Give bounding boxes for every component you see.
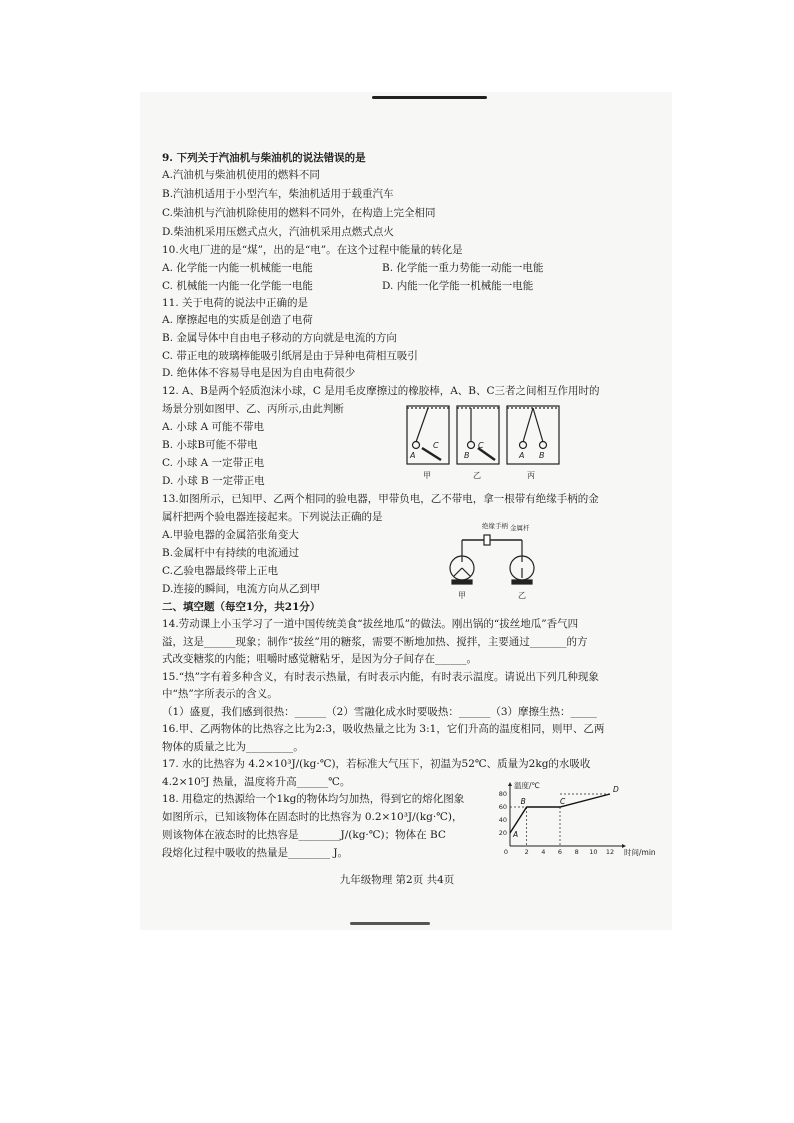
q12-stem-line2: 场景分别如图甲、乙、丙所示,由此判断 bbox=[162, 403, 344, 415]
q13-option-d: D.连接的瞬间，电流方向从乙到甲 bbox=[162, 583, 321, 595]
x-tick-label: 10 bbox=[589, 848, 598, 856]
page-footer: 九年级物理 第2页 共4页 bbox=[339, 874, 455, 886]
x-tick-label: 4 bbox=[541, 848, 546, 856]
q12-label-a1: A bbox=[410, 451, 416, 460]
section-2-title: 二、填空题（每空1分，共21分） bbox=[162, 601, 321, 613]
insulating-handle bbox=[484, 535, 490, 545]
q17-line2: 4.2×10⁵J 热量，温度将升高______℃。 bbox=[162, 776, 351, 788]
q10-option-a: A. 化学能一内能一机械能一电能 bbox=[162, 262, 313, 274]
y-tick-label: 40 bbox=[498, 816, 507, 824]
q12-figure bbox=[405, 402, 565, 484]
q9-option-a: A.汽油机与柴油机使用的燃料不同 bbox=[162, 169, 320, 181]
q12-option-d: D. 小球 B 一定带正电 bbox=[162, 475, 265, 487]
q10-stem: 10.火电厂进的是“煤”，出的是“电”。在这个过程中能量的转化是 bbox=[162, 244, 463, 256]
q9-option-d: D.柴油机采用压燃式点火，汽油机采用点燃式点火 bbox=[162, 226, 394, 238]
q13-option-a: A.甲验电器的金属箔张角变大 bbox=[162, 529, 299, 541]
q13-label-yi: 乙 bbox=[518, 591, 526, 600]
point-label-a: A bbox=[513, 830, 519, 839]
q12-label-a3: A bbox=[519, 451, 525, 460]
y-tick-label: 60 bbox=[498, 803, 507, 811]
q12-caption-jia: 甲 bbox=[423, 471, 431, 480]
q13-figure bbox=[440, 518, 550, 602]
origin-label: 0 bbox=[503, 848, 508, 856]
q13-option-c: C.乙验电器最终带上正电 bbox=[162, 565, 278, 577]
q11-stem: 11. 关于电荷的说法中正确的是 bbox=[162, 297, 309, 309]
q15-line1: 15.“热”字有着多种含义，有时表示热量，有时表示内能，有时表示温度。请说出下列几种现象 bbox=[162, 671, 599, 683]
q9-stem: 9. 下列关于汽油机与柴油机的说法错误的是 bbox=[162, 152, 366, 164]
q16-line2: 物体的质量之比为_________。 bbox=[162, 741, 304, 753]
q12-option-b: B. 小球B可能不带电 bbox=[162, 439, 258, 451]
x-axis-label: 时间/min bbox=[624, 848, 656, 857]
y-axis-arrow bbox=[508, 782, 512, 786]
x-tick-label: 12 bbox=[605, 848, 615, 856]
q13-label-jia: 甲 bbox=[458, 591, 466, 600]
q18-line1: 18. 用稳定的热源给一个1kg的物体均匀加热，得到它的熔化图象 bbox=[162, 793, 465, 805]
q11-option-b: B. 金属导体中自由电子移动的方向就是电流的方向 bbox=[162, 332, 397, 344]
scan-edge-top bbox=[372, 96, 487, 99]
scan-edge-bottom bbox=[350, 922, 430, 925]
q18-line2: 如图所示，已知该物体在固态时的比热容为 0.2×10³J/(kg·℃)， bbox=[162, 811, 463, 823]
q12-frame-bing bbox=[507, 406, 559, 464]
q11-option-a: A. 摩擦起电的实质是创造了电荷 bbox=[162, 314, 313, 326]
q18-line3: 则该物体在液态时的比热容是________J/(kg·℃)；物体在 BC bbox=[162, 829, 446, 841]
q17-line1: 17. 水的比热容为 4.2×10³J/(kg·℃)，若标准大气压下，初温为52℃、质量为2kg的水吸收 bbox=[162, 758, 591, 770]
q12-caption-yi: 乙 bbox=[473, 471, 481, 480]
q13-stem-line1: 13.如图所示，已知甲、乙两个相同的验电器，甲带负电，乙不带电，拿一根带有绝缘手柄的金 bbox=[162, 493, 599, 505]
q13-stem-line2: 属杆把两个验电器连接起来。下列说法正确的是 bbox=[162, 511, 383, 523]
y-tick-label: 80 bbox=[498, 790, 507, 798]
q9-option-b: B.汽油机适用于小型汽车，柴油机适用于载重汽车 bbox=[162, 188, 394, 200]
q12-label-b3: B bbox=[539, 451, 545, 460]
q14-line2: 溢，这是______现象；制作“拔丝”用的糖浆，需要不断地加热、搅拌，主要通过_______的方 bbox=[162, 636, 588, 648]
x-tick-label: 2 bbox=[524, 848, 529, 856]
q10-option-c: C. 机械能一内能一化学能一电能 bbox=[162, 280, 313, 292]
q12-label-c2: C bbox=[478, 441, 484, 450]
q11-option-c: C. 带正电的玻璃棒能吸引纸屑是由于异种电荷相互吸引 bbox=[162, 350, 418, 362]
q12-label-c1: C bbox=[433, 441, 439, 450]
y-tick-label: 20 bbox=[498, 829, 507, 837]
point-label-c: C bbox=[560, 797, 566, 806]
q15-line2: 中“热”字所表示的含义。 bbox=[162, 688, 278, 700]
q12-stem-line1: 12. A、B是两个轻质泡沫小球，C 是用毛皮摩擦过的橡胶棒，A、B、C三者之间相互作用时的 bbox=[162, 385, 600, 397]
q10-option-d: D. 内能一化学能一机械能一电能 bbox=[382, 280, 534, 292]
q16-line1: 16.甲、乙两物体的比热容之比为2:3，吸收热量之比为 3:1，它们升高的温度相同，则甲、乙两 bbox=[162, 723, 605, 735]
q12-caption-bing: 丙 bbox=[527, 471, 535, 480]
q14-line3: 式改变糖浆的内能；咀嚼时感觉糖粘牙，是因为分子间存在______。 bbox=[162, 653, 477, 665]
q9-option-c: C.柴油机与汽油机除使用的燃料不同外，在构造上完全相同 bbox=[162, 207, 436, 219]
y-axis-label: 温度/℃ bbox=[514, 781, 540, 790]
q10-option-b: B. 化学能一重力势能一动能一电能 bbox=[382, 262, 544, 274]
q13-option-b: B.金属杆中有持续的电流通过 bbox=[162, 547, 300, 559]
q13-label-rod: 金属杆 bbox=[510, 524, 530, 532]
q12-label-b2: B bbox=[464, 451, 470, 460]
x-tick-label: 6 bbox=[557, 848, 563, 856]
q15-line3: （1）盛夏，我们感到很热：______（2）雪融化成水时要吸热：______（3）摩擦生热：_____ bbox=[162, 706, 597, 718]
q12-option-c: C. 小球 A 一定带正电 bbox=[162, 457, 265, 469]
q18-line4: 段熔化过程中吸收的热量是________ J。 bbox=[162, 847, 349, 859]
melting-curve-chart bbox=[492, 778, 667, 860]
q11-option-d: D. 绝体体不容易导电是因为自由电荷很少 bbox=[162, 367, 356, 379]
x-tick-label: 8 bbox=[574, 848, 579, 856]
q12-option-a: A. 小球 A 可能不带电 bbox=[162, 421, 265, 433]
point-label-d: D bbox=[613, 785, 619, 794]
q13-label-handle: 绝缘手柄 bbox=[482, 522, 508, 530]
q14-line1: 14.劳动课上小玉学习了一道中国传统美食“拔丝地瓜”的做法。刚出锅的“拔丝地瓜”香气四 bbox=[162, 618, 579, 630]
point-label-b: B bbox=[520, 797, 526, 806]
